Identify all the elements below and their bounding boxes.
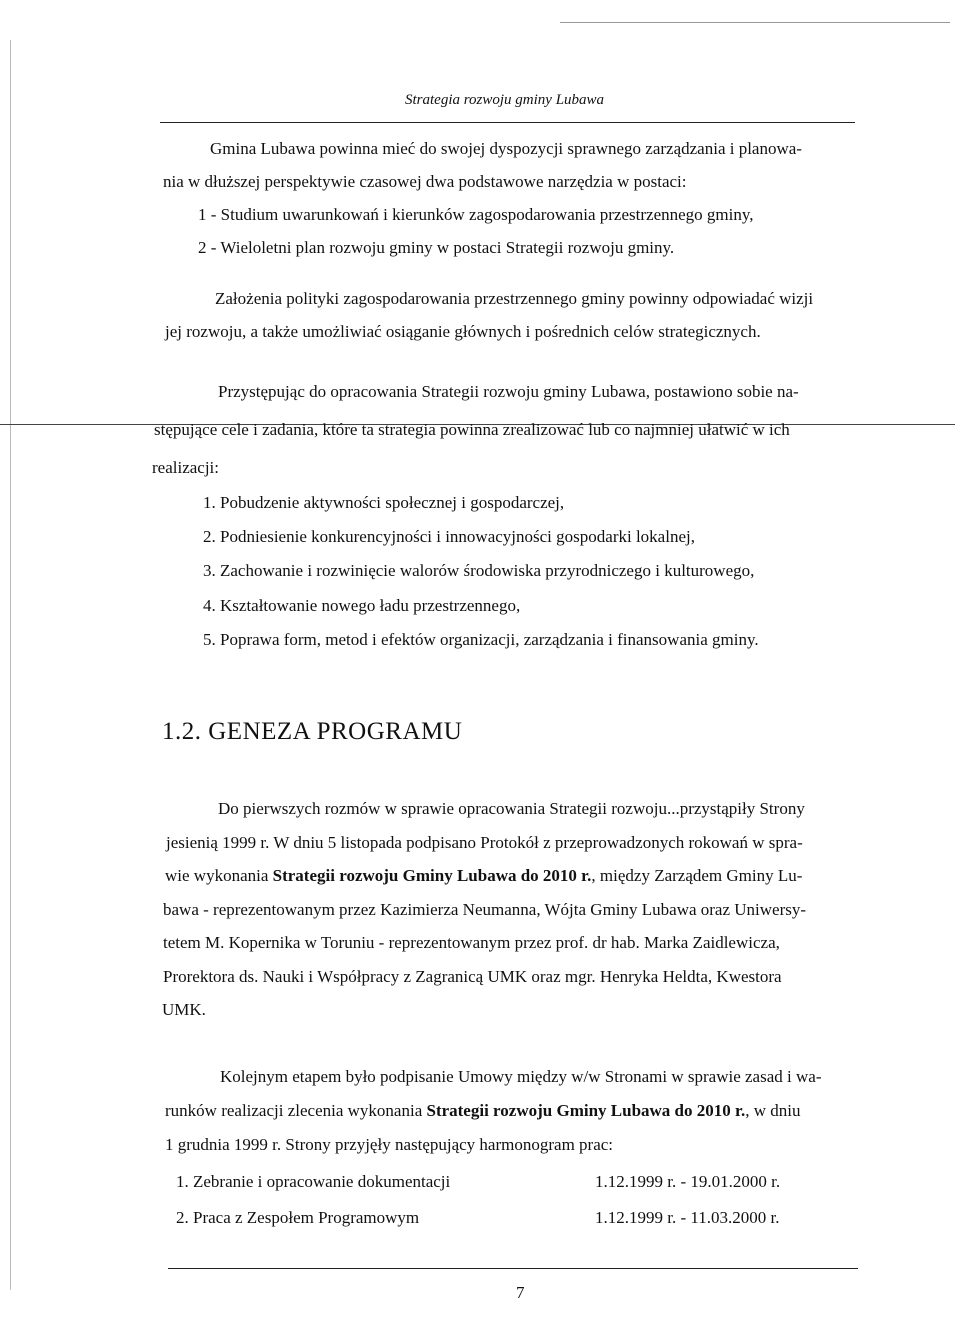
next-stage-line-1: Kolejnym etapem było podpisanie Umowy między w/w Stronami w sprawie zasad i wa- [220, 1067, 822, 1086]
section-heading: 1.2. GENEZA PROGRAMU [162, 718, 463, 745]
tool-item: 2 - Wieloletni plan rozwoju gminy w postaci Strategii rozwoju gminy. [198, 238, 675, 257]
goal-item: 3. Zachowanie i rozwinięcie walorów środowiska przyrodniczego i kulturowego, [203, 561, 755, 580]
goal-item: 4. Kształtowanie nowego ładu przestrzennego, [203, 596, 521, 615]
genesis-paragraph [162, 792, 807, 1027]
schedule-task: 1. Zebranie i opracowanie dokumentacji [176, 1172, 451, 1191]
tools-list [198, 198, 754, 264]
policy-paragraph [165, 282, 814, 348]
genesis-line-6: Prorektora ds. Nauki i Współpracy z Zagranicą UMK oraz mgr. Henryka Heldta, Kwestora [163, 966, 782, 986]
goal-item: 2. Podniesienie konkurencyjności i innowacyjności gospodarki lokalnej, [203, 527, 695, 546]
header-rule [160, 122, 855, 123]
genesis-line-1: Do pierwszych rozmów w sprawie opracowania Strategii rozwoju...przystąpiły Strony [218, 799, 805, 818]
schedule-dates: 1.12.1999 r. - 11.03.2000 r. [595, 1208, 780, 1227]
genesis-line-7: UMK. [162, 1000, 206, 1019]
genesis-line-2: jesienią 1999 r. W dniu 5 listopada podpisano Protokół z przeprowadzonych rokowań w spra- [166, 832, 803, 852]
goal-item: 1. Pobudzenie aktywności społecznej i gospodarczej, [203, 493, 565, 512]
next-stage-line-3: 1 grudnia 1999 r. Strony przyjęły następujący harmonogram prac: [165, 1135, 614, 1154]
genesis-line-3: wie wykonania Strategii rozwoju Gminy Lubawa do 2010 r., między Zarządem Gminy Lu- [165, 866, 803, 885]
next-stage-paragraph [165, 1060, 822, 1162]
schedule-task: 2. Praca z Zespołem Programowym [176, 1208, 420, 1227]
policy-line-1: Założenia polityki zagospodarowania przestrzennego gminy powinny odpowiadać wizji [215, 289, 814, 308]
approach-paragraph [152, 373, 799, 487]
approach-line-1: Przystępując do opracowania Strategii rozwoju gminy Lubawa, postawiono sobie na- [218, 382, 799, 401]
intro-paragraph [163, 132, 802, 198]
tool-item: 1 - Studium uwarunkowań i kierunków zagospodarowania przestrzennego gminy, [198, 205, 754, 224]
strategy-title-bold: Strategii rozwoju Gminy Lubawa do 2010 r. [272, 866, 592, 885]
schedule-dates: 1.12.1999 r. - 19.01.2000 r. [595, 1172, 781, 1191]
intro-line-2: nia w dłuższej perspektywie czasowej dwa podstawowe narzędzia w postaci: [163, 172, 687, 191]
approach-line-2: stępujące cele i zadania, które ta strategia powinna zrealizować lub co najmniej ułatwić w ich [154, 420, 790, 439]
genesis-line-4: bawa - reprezentowanym przez Kazimierza Neumanna, Wójta Gminy Lubawa oraz Uniwersy- [163, 899, 807, 919]
strategy-title-bold: Strategii rozwoju Gminy Lubawa do 2010 r. [426, 1101, 746, 1120]
page-number: 7 [516, 1283, 525, 1302]
goal-item: 5. Poprawa form, metod i efektów organizacji, zarządzania i finansowania gminy. [203, 630, 759, 649]
genesis-line-5: tetem M. Kopernika w Toruniu - reprezentowanym przez prof. dr hab. Marka Zaidlewicza, [163, 933, 780, 952]
running-header: Strategia rozwoju gminy Lubawa [405, 92, 605, 108]
footer-rule [168, 1268, 858, 1269]
policy-line-2: jej rozwoju, a także umożliwiać osiąganie głównych i pośrednich celów strategicznych. [165, 322, 761, 341]
scan-edge-line [560, 22, 950, 23]
intro-line-1: Gmina Lubawa powinna mieć do swojej dyspozycji sprawnego zarządzania i planowa- [210, 139, 802, 158]
approach-line-3: realizacji: [152, 458, 220, 477]
next-stage-line-2: runków realizacji zlecenia wykonania Strategii rozwoju Gminy Lubawa do 2010 r., w dniu [165, 1101, 801, 1120]
scan-edge-left [10, 40, 11, 1290]
